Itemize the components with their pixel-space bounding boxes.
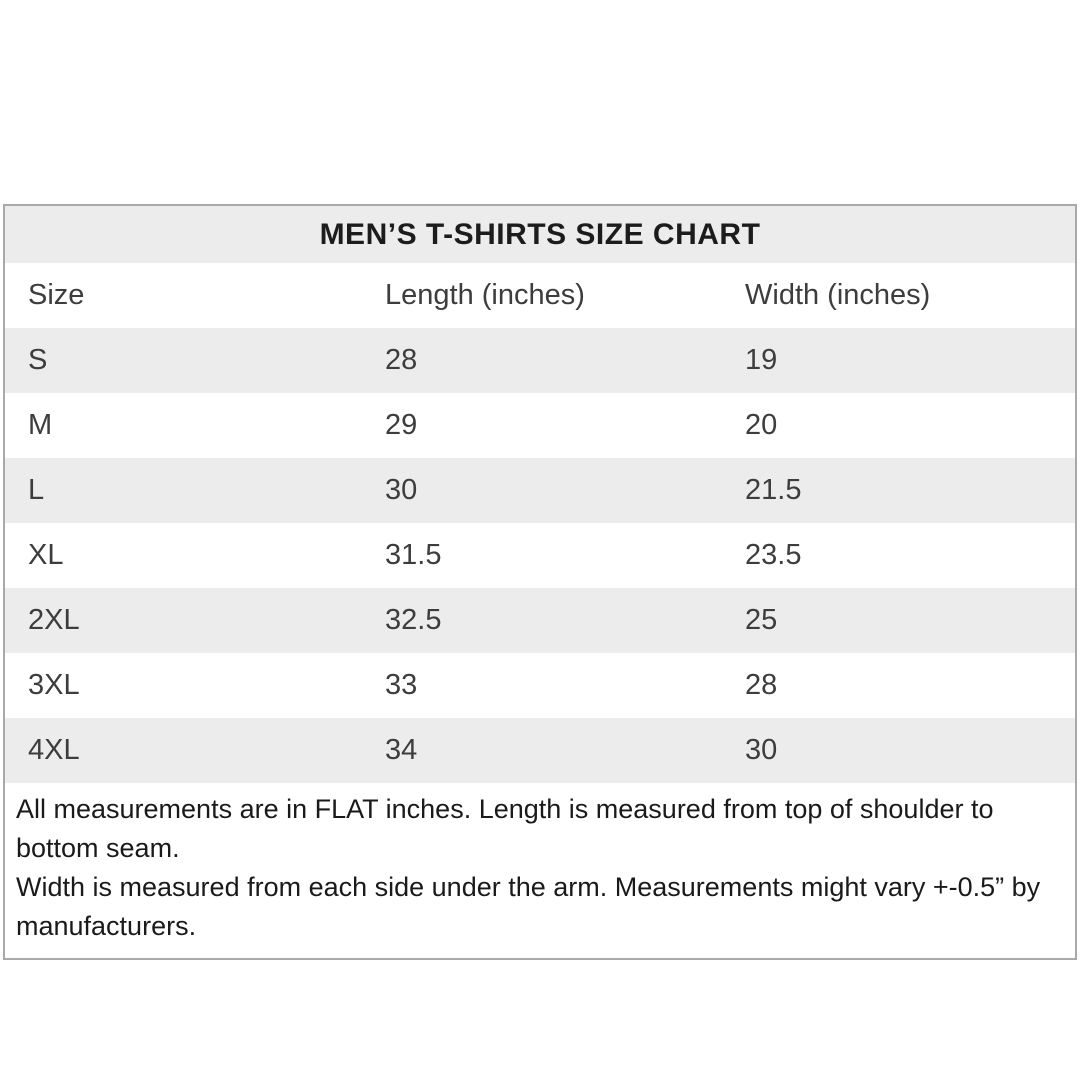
length-value: 28	[385, 344, 418, 376]
width-value: 25	[745, 604, 778, 636]
length-value: 29	[385, 409, 418, 441]
length-value: 31.5	[385, 539, 442, 571]
size-value: S	[28, 344, 48, 376]
width-value: 23.5	[745, 539, 802, 571]
width-value: 19	[745, 344, 778, 376]
width-value: 28	[745, 669, 778, 701]
size-value: 3XL	[28, 669, 80, 701]
footnote-line-1: All measurements are in FLAT inches. Length is measured from top of shoulder to bottom seam.	[16, 794, 994, 863]
column-header-size: Size	[28, 279, 85, 311]
length-value: 30	[385, 474, 418, 506]
table-row-s	[5, 328, 1075, 393]
chart-title: MEN’S T-SHIRTS SIZE CHART	[319, 217, 761, 251]
table-row-3xl	[5, 653, 1075, 718]
column-header-length: Length (inches)	[385, 279, 585, 311]
size-value: M	[28, 409, 53, 441]
title-band	[5, 206, 1075, 263]
table-row-xl	[5, 523, 1075, 588]
table-row-l	[5, 458, 1075, 523]
size-value: 4XL	[28, 734, 80, 766]
size-value: L	[28, 474, 45, 506]
size-value: XL	[28, 539, 64, 571]
width-value: 21.5	[745, 474, 802, 506]
length-value: 32.5	[385, 604, 442, 636]
table-row-m	[5, 393, 1075, 458]
footnote-line-2: Width is measured from each side under the arm. Measurements might vary +-0.5” by manufacturers.	[16, 872, 1041, 941]
column-header-width: Width (inches)	[745, 279, 931, 311]
size-value: 2XL	[28, 604, 80, 636]
size-chart-table	[3, 204, 1077, 960]
table-row-2xl	[5, 588, 1075, 653]
length-value: 33	[385, 669, 418, 701]
width-value: 20	[745, 409, 778, 441]
table-row-4xl	[5, 718, 1075, 783]
length-value: 34	[385, 734, 418, 766]
table-header-row	[5, 263, 1075, 328]
width-value: 30	[745, 734, 778, 766]
footnote	[5, 783, 1075, 958]
